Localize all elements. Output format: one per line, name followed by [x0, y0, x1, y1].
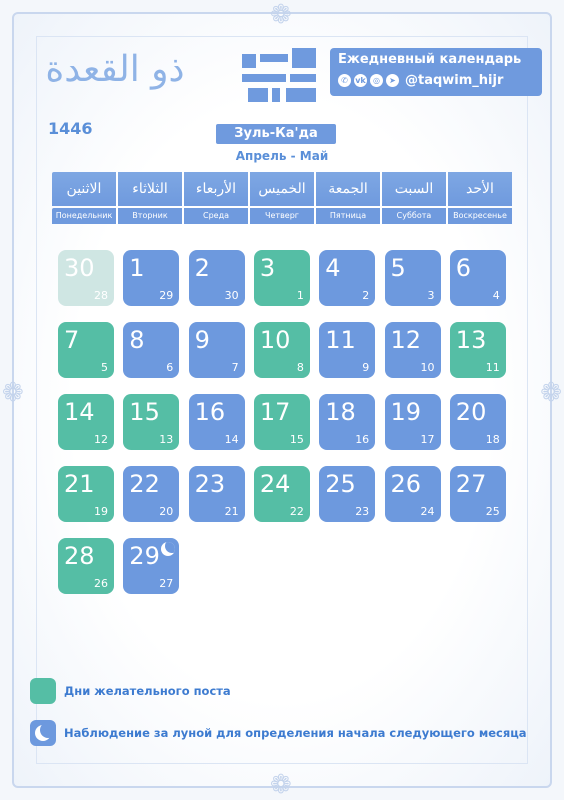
hijri-day-number: 7 — [64, 326, 80, 354]
gregorian-day-number: 12 — [94, 433, 108, 446]
hijri-day-number: 4 — [325, 254, 341, 282]
hijri-day-number: 1 — [129, 254, 145, 282]
gregorian-day-number: 14 — [224, 433, 239, 446]
gregorian-months: Апрель - Май — [235, 149, 329, 163]
hijri-day-number: 17 — [259, 398, 291, 426]
day-cell[interactable] — [58, 394, 114, 450]
weekday-column — [448, 172, 512, 224]
arabic-month-title: ذو القعدة — [45, 49, 185, 90]
vk-icon[interactable]: vk — [355, 76, 366, 85]
weekday-column — [316, 172, 380, 224]
hijri-day-number: 6 — [455, 254, 472, 282]
hijri-day-number: 25 — [325, 470, 356, 498]
day-cell[interactable] — [385, 322, 441, 378]
day-cell[interactable] — [254, 394, 310, 450]
gregorian-day-number: 15 — [289, 433, 304, 446]
hijri-day-number: 21 — [64, 470, 95, 498]
day-cell[interactable] — [385, 394, 441, 450]
gregorian-day-number: 20 — [159, 505, 174, 518]
crescent-moon-icon — [161, 542, 175, 556]
weekday-russian: Пятница — [316, 208, 380, 224]
day-cell[interactable] — [385, 250, 441, 306]
gregorian-day-number: 13 — [159, 433, 174, 446]
hijri-day-number: 20 — [455, 398, 487, 426]
weekday-russian: Четверг — [250, 208, 314, 224]
hijri-day-number: 18 — [325, 398, 356, 426]
gregorian-day-number: 3 — [427, 289, 435, 302]
gregorian-day-number: 24 — [420, 505, 435, 518]
taqwim-logo — [242, 48, 322, 104]
gregorian-day-number: 27 — [159, 577, 174, 590]
day-cell[interactable] — [319, 322, 375, 378]
gregorian-day-number: 28 — [94, 289, 108, 302]
weekday-arabic: الخميس — [250, 172, 314, 206]
day-cell[interactable] — [385, 466, 441, 522]
day-cell[interactable] — [58, 538, 114, 594]
weekday-column — [52, 172, 116, 224]
hijri-year: 1446 — [48, 119, 93, 138]
day-cell[interactable] — [319, 250, 375, 306]
hijri-day-number: 11 — [325, 326, 356, 354]
gregorian-day-number: 16 — [355, 433, 370, 446]
crescent-icon — [35, 725, 51, 741]
hijri-day-number: 10 — [259, 326, 291, 354]
day-cell[interactable] — [254, 466, 310, 522]
day-cell[interactable] — [189, 394, 245, 450]
gregorian-day-number: 25 — [485, 505, 500, 518]
hijri-day-number: 2 — [194, 254, 210, 282]
daily-calendar-banner — [330, 48, 542, 96]
weekday-russian: Понедельник — [52, 208, 116, 224]
weekday-arabic: الأربعاء — [184, 172, 248, 206]
legend-moon-text: Наблюдение за луной для определения начала следующего месяца — [64, 726, 527, 740]
fasting-swatch — [30, 678, 56, 704]
gregorian-day-number: 23 — [355, 505, 370, 518]
hijri-day-number: 22 — [129, 470, 160, 498]
instagram-icon[interactable]: ◎ — [370, 74, 383, 87]
whatsapp-icon[interactable]: ✆ — [338, 74, 351, 87]
day-cell[interactable] — [254, 250, 310, 306]
hijri-day-number: 28 — [64, 542, 95, 570]
social-row — [338, 73, 503, 88]
day-cell[interactable] — [319, 394, 375, 450]
ornament-right-icon: ❁ — [540, 378, 562, 408]
gregorian-day-number: 22 — [289, 505, 304, 518]
gregorian-day-number: 17 — [420, 433, 435, 446]
hijri-day-number: 24 — [259, 470, 291, 498]
day-cell[interactable] — [58, 466, 114, 522]
gregorian-day-number: 7 — [231, 361, 239, 374]
gregorian-day-number: 4 — [492, 289, 500, 302]
day-cell[interactable] — [254, 322, 310, 378]
gregorian-day-number: 6 — [166, 361, 174, 374]
weekday-column — [382, 172, 446, 224]
weekday-arabic: الاثنين — [52, 172, 116, 206]
month-title: Зуль-Ка'да — [216, 124, 336, 144]
hijri-day-number: 16 — [194, 398, 226, 426]
day-cell[interactable] — [450, 322, 506, 378]
gregorian-day-number: 8 — [296, 361, 304, 374]
gregorian-day-number: 19 — [94, 505, 108, 518]
gregorian-day-number: 21 — [224, 505, 239, 518]
weekday-column — [184, 172, 248, 224]
hijri-day-number: 3 — [259, 254, 276, 282]
gregorian-day-number: 30 — [224, 289, 239, 302]
hijri-day-number: 30 — [64, 254, 95, 282]
hijri-day-number: 5 — [390, 254, 406, 282]
telegram-icon[interactable]: ➤ — [386, 74, 399, 87]
weekday-russian: Суббота — [382, 208, 446, 224]
gregorian-day-number: 26 — [94, 577, 108, 590]
day-cell[interactable] — [189, 322, 245, 378]
moon-swatch — [30, 720, 56, 746]
day-cell[interactable] — [319, 466, 375, 522]
gregorian-day-number: 29 — [159, 289, 174, 302]
legend-fasting — [30, 678, 231, 704]
day-cell[interactable] — [189, 466, 245, 522]
gregorian-day-number: 11 — [485, 361, 500, 374]
weekday-russian: Воскресенье — [448, 208, 512, 224]
weekday-column — [250, 172, 314, 224]
weekday-russian: Среда — [184, 208, 248, 224]
day-cell[interactable] — [123, 322, 179, 378]
weekday-arabic: الثلاثاء — [118, 172, 182, 206]
day-cell[interactable] — [450, 394, 506, 450]
hijri-day-number: 27 — [455, 470, 487, 498]
hijri-day-number: 14 — [64, 398, 95, 426]
gregorian-day-number: 5 — [101, 361, 108, 374]
day-cell[interactable] — [450, 250, 506, 306]
gregorian-day-number: 18 — [485, 433, 500, 446]
legend-moon — [30, 720, 527, 746]
ornament-left-icon: ❁ — [2, 378, 24, 408]
day-cell[interactable] — [123, 538, 179, 594]
hijri-day-number: 23 — [194, 470, 226, 498]
social-handle[interactable]: @taqwim_hijr — [405, 73, 504, 88]
gregorian-day-number: 2 — [362, 289, 370, 302]
hijri-day-number: 26 — [390, 470, 422, 498]
day-cell[interactable] — [189, 250, 245, 306]
hijri-day-number: 9 — [194, 326, 210, 354]
ornament-bottom-icon: ❁ — [270, 770, 292, 800]
weekday-column — [118, 172, 182, 224]
day-cell[interactable] — [58, 250, 114, 306]
hijri-day-number: 29 — [129, 542, 160, 570]
day-cell[interactable] — [450, 466, 506, 522]
hijri-day-number: 12 — [390, 326, 422, 354]
day-cell[interactable] — [123, 394, 179, 450]
gregorian-day-number: 1 — [296, 289, 304, 302]
weekday-arabic: الجمعة — [316, 172, 380, 206]
legend-fasting-text: Дни желательного поста — [64, 684, 231, 698]
day-cell[interactable] — [123, 466, 179, 522]
day-cell[interactable] — [58, 322, 114, 378]
hijri-day-number: 19 — [390, 398, 422, 426]
gregorian-day-number: 10 — [420, 361, 435, 374]
weekday-russian: Вторник — [118, 208, 182, 224]
weekday-header — [52, 172, 512, 224]
ornament-top-icon: ❁ — [270, 0, 292, 30]
hijri-day-number: 8 — [129, 326, 145, 354]
weekday-arabic: الأحد — [448, 172, 512, 206]
day-cell[interactable] — [123, 250, 179, 306]
weekday-arabic: السبت — [382, 172, 446, 206]
gregorian-day-number: 9 — [362, 361, 370, 374]
hijri-day-number: 15 — [129, 398, 160, 426]
daily-calendar-title: Ежедневный календарь — [338, 52, 522, 67]
hijri-day-number: 13 — [455, 326, 487, 354]
